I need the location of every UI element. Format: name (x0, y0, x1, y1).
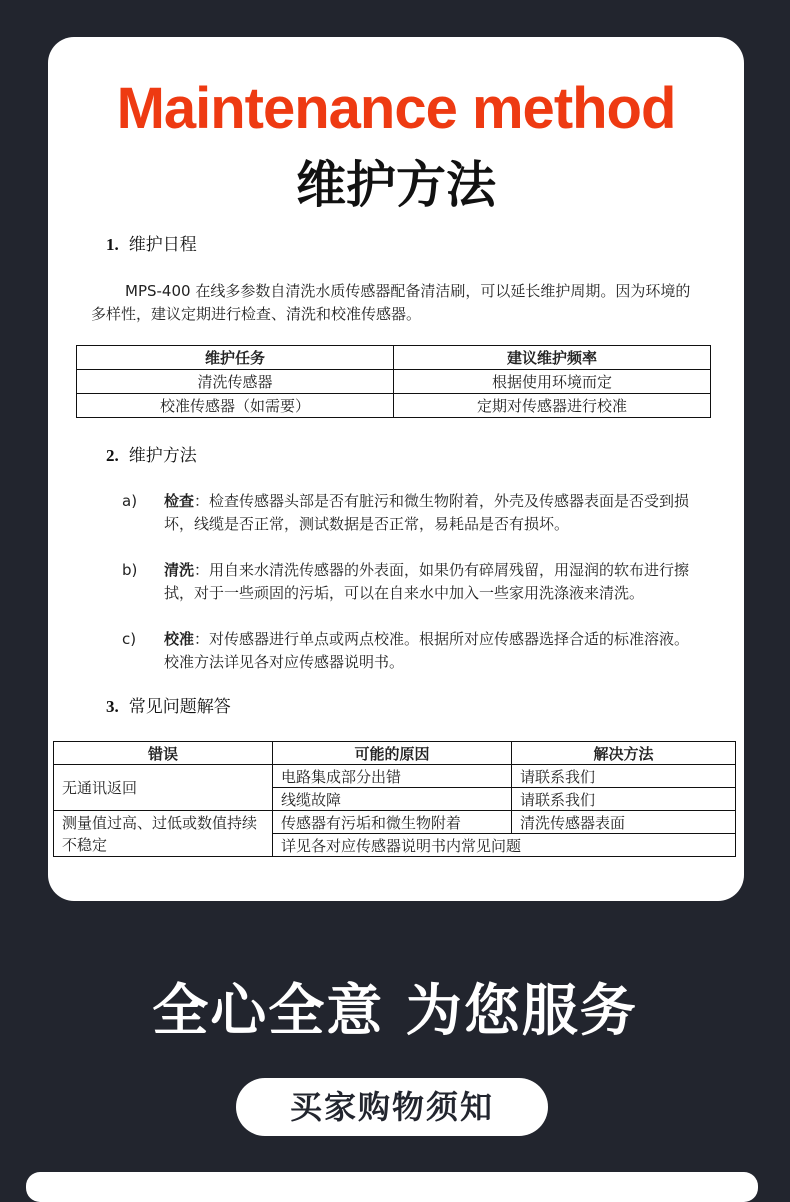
list-item (122, 628, 702, 674)
title-chinese: 维护方法 (296, 156, 496, 214)
table-header-row (77, 346, 711, 370)
table-row (77, 370, 711, 394)
table-cell: 测量值过高、过低或数值持续不稳定 (54, 811, 273, 857)
section-1-heading (106, 234, 197, 256)
list-marker: b) (122, 561, 138, 579)
table-cell: 无通讯返回 (54, 765, 273, 811)
section-1-number: 1. (106, 235, 119, 254)
faq-table (53, 741, 736, 857)
list-item (122, 559, 702, 605)
list-marker: a) (122, 492, 138, 510)
maintenance-card (48, 37, 744, 901)
table-row (54, 811, 736, 834)
section-1-title: 维护日程 (128, 235, 197, 255)
table-header: 维护任务 (77, 346, 394, 370)
next-card-edge (26, 1172, 758, 1202)
list-item-label: 清洗 (164, 561, 195, 579)
section-2-number: 2. (106, 446, 119, 465)
section-1-paragraph: MPS-400 在线多参数自清洗水质传感器配备清洁刷，可以延长维护周期。因为环境的多样性，建议定期进行检查、清洗和校准传感器。 (91, 282, 691, 323)
table-cell: 清洗传感器表面 (512, 811, 736, 834)
title-english: Maintenance method (116, 76, 676, 141)
table-cell: 详见各对应传感器说明书内常见问题 (273, 834, 736, 857)
section-2-title: 维护方法 (128, 446, 197, 466)
table-cell: 请联系我们 (512, 765, 736, 788)
table-row (77, 394, 711, 418)
table-cell: 传感器有污垢和微生物附着 (273, 811, 512, 834)
section-3-heading (106, 696, 231, 718)
maintenance-schedule-table (76, 345, 711, 418)
table-header: 解决方法 (512, 742, 736, 765)
section-2-heading (106, 445, 197, 467)
table-header: 错误 (54, 742, 273, 765)
section-3-number: 3. (106, 697, 119, 716)
list-item-label: 检查 (164, 492, 195, 510)
table-cell: 根据使用环境而定 (394, 370, 711, 394)
table-header: 建议维护频率 (394, 346, 711, 370)
table-cell: 请联系我们 (512, 788, 736, 811)
buyer-notice-button[interactable]: 买家购物须知 (236, 1078, 548, 1136)
service-slogan: 全心全意 为您服务 (152, 979, 638, 1044)
section-3-title: 常见问题解答 (128, 697, 231, 717)
table-cell: 清洗传感器 (77, 370, 394, 394)
list-item-text: ：检查传感器头部是否有脏污和微生物附着，外壳及传感器表面是否受到损坏，线缆是否正常，测试数据是否正常，易耗品是否有损坏。 (164, 492, 690, 533)
list-item-text: ：对传感器进行单点或两点校准。根据所对应传感器选择合适的标准溶液。 校准方法详见各对应传感器说明书。 (164, 630, 690, 671)
table-cell: 电路集成部分出错 (273, 765, 512, 788)
table-row (54, 765, 736, 788)
list-marker: c) (122, 630, 137, 648)
list-item-label: 校准 (164, 630, 195, 648)
list-item (122, 490, 702, 536)
table-header-row (54, 742, 736, 765)
table-cell: 定期对传感器进行校准 (394, 394, 711, 418)
table-header: 可能的原因 (273, 742, 512, 765)
list-item-text: ：用自来水清洗传感器的外表面，如果仍有碎屑残留，用湿润的软布进行擦拭，对于一些顽固的污垢，可以在自来水中加入一些家用洗涤液来清洗。 (164, 561, 690, 602)
table-cell: 线缆故障 (273, 788, 512, 811)
table-cell: 校准传感器（如需要） (77, 394, 394, 418)
